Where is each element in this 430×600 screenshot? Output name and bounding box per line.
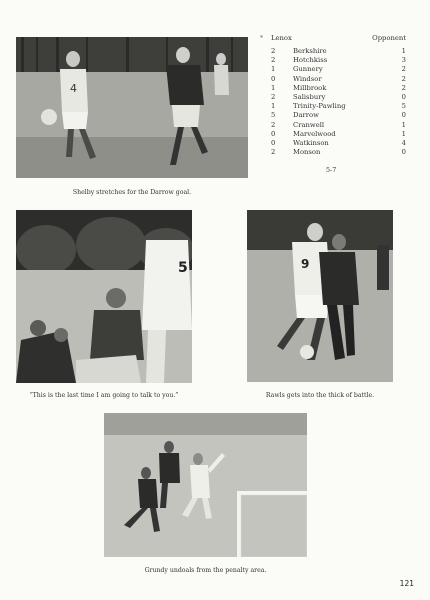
opponent-score: 5 xyxy=(401,102,406,111)
photo-shelby-stretches xyxy=(16,37,248,178)
lenox-score: 2 xyxy=(271,148,276,157)
jersey-number: 5 xyxy=(178,260,188,276)
photo-rawls-battle xyxy=(247,210,393,382)
opponent-score: 1 xyxy=(401,120,406,129)
opponent-team: Darrow xyxy=(293,111,319,120)
jersey-number: 4 xyxy=(70,82,77,95)
opponent-team: Trinity-Pawling xyxy=(293,102,346,111)
opponent-team: Berkshire xyxy=(293,47,327,55)
opponent-team: Millbrook xyxy=(293,83,327,92)
opponent-score: 0 xyxy=(401,111,406,120)
score-row xyxy=(258,102,406,111)
opponent-team: Gunnery xyxy=(293,65,323,74)
season-record: 5-7 xyxy=(326,166,337,174)
scoreboard-header xyxy=(258,34,406,42)
opponent-score: 1 xyxy=(401,47,406,55)
score-row xyxy=(258,139,406,148)
opponent-team: Hotchkiss xyxy=(293,56,328,65)
opponent-score: 0 xyxy=(401,148,406,157)
lenox-score: 2 xyxy=(271,47,276,55)
lenox-score: 1 xyxy=(271,83,276,92)
opponent-team: Cranwell xyxy=(293,120,325,129)
marker-symbol: * xyxy=(260,35,263,42)
scoreboard xyxy=(258,34,406,157)
photo-caption: Shelby stretches for the Darrow goal. xyxy=(72,189,192,196)
lenox-score: 1 xyxy=(271,65,276,74)
score-row xyxy=(258,121,406,130)
opponent-score: 0 xyxy=(401,92,406,101)
lenox-score: 1 xyxy=(271,102,276,111)
page-number: 121 xyxy=(399,579,414,588)
score-row xyxy=(258,56,406,65)
header-lenox: Lenox xyxy=(271,34,292,42)
opponent-score: 1 xyxy=(401,129,406,138)
score-row xyxy=(258,148,406,157)
lenox-score: 2 xyxy=(271,120,276,129)
score-row xyxy=(258,65,406,74)
opponent-score: 2 xyxy=(401,65,406,74)
score-rows xyxy=(258,47,406,157)
photo-last-time-talk xyxy=(16,210,192,383)
lenox-score: 5 xyxy=(271,111,276,120)
photo-caption: Rawls gets into the thick of battle. xyxy=(265,392,375,399)
photo-caption: “This is the last time I am going to talk to you.” xyxy=(29,392,179,399)
score-row xyxy=(258,93,406,102)
score-row xyxy=(258,111,406,120)
lenox-score: 0 xyxy=(271,74,276,83)
score-row xyxy=(258,47,406,56)
jersey-number: 9 xyxy=(301,257,310,271)
opponent-team: Salisbury xyxy=(293,92,326,101)
score-row xyxy=(258,75,406,84)
lenox-score: 0 xyxy=(271,129,276,138)
lenox-score: 2 xyxy=(271,92,276,101)
opponent-score: 4 xyxy=(401,138,406,147)
photo-caption: Grundy undoals from the penalty area. xyxy=(144,567,267,574)
opponent-score: 2 xyxy=(401,74,406,83)
opponent-score: 3 xyxy=(401,56,406,65)
opponent-team: Monson xyxy=(293,148,321,157)
lenox-score: 2 xyxy=(271,56,276,65)
score-row xyxy=(258,84,406,93)
photo-grundy-undoals xyxy=(104,413,307,557)
opponent-team: Watkinson xyxy=(293,138,329,147)
lenox-score: 0 xyxy=(271,138,276,147)
opponent-score: 2 xyxy=(401,83,406,92)
opponent-team: Windsor xyxy=(293,74,322,83)
header-opponent: Opponent xyxy=(372,34,406,42)
opponent-team: Marvelwood xyxy=(293,129,336,138)
score-row xyxy=(258,130,406,139)
